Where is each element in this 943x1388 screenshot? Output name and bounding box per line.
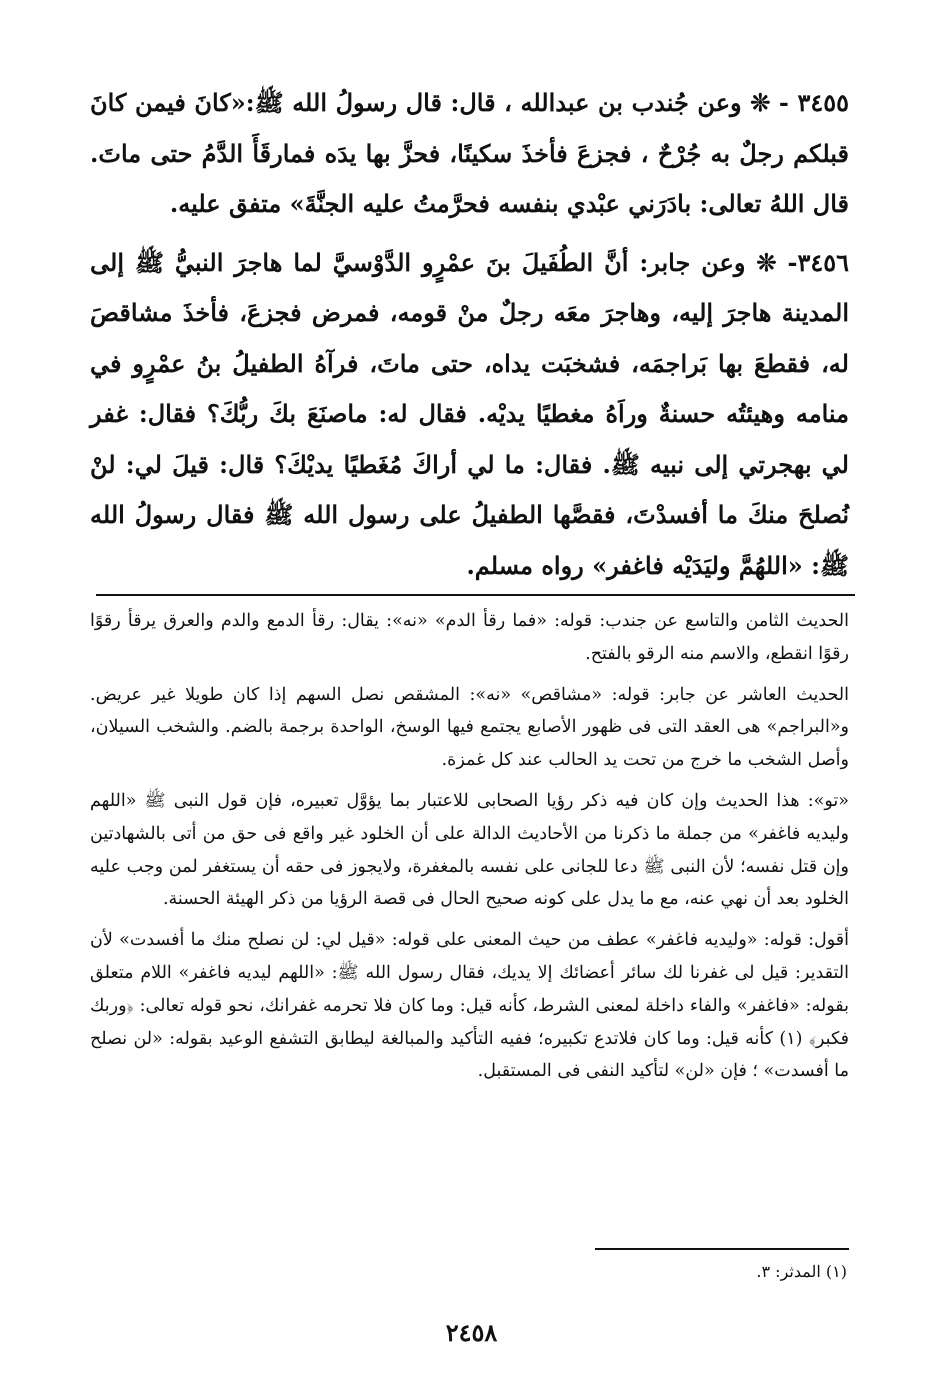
hadith-body: وعن جُندب بن عبدالله ، قال: قال رسولُ الله ﷺ:«كانَ فيمن كانَ قبلكم رجلٌ به جُرْحٌ ، فجزعَ فأخذَ سكينًا، فحزَّ بها يدَه فمارقَأَ الدَّمُ حتى ماتَ. قال اللهُ تعالى: بادَرَني عبْدي بنفسه فحرَّمتُ عليه الجنَّةَ» متفق عليه. bbox=[90, 88, 850, 218]
hadith-text-block bbox=[90, 78, 849, 599]
separator-rule bbox=[96, 594, 855, 596]
footnote: (١) المدثر: ٣. bbox=[756, 1262, 847, 1281]
commentary-block bbox=[90, 605, 849, 1096]
commentary-paragraph: «تو»: هذا الحديث وإن كان فيه ذكر رؤيا الصحابى للاعتبار بما يؤوَّل تعبيره، فإن قول النبى ﷺ «اللهم وليديه فاغفر» من جملة ما ذكرنا من الأحاديث الدالة على أن الخلود غير واقع فى حق من أتى بالشهادتين وإن قتل نفسه؛ لأن النبى ﷺ دعا للجانى على نفسه بالمغفرة، ولايجوز فى حقه أن يستغفر لمن وجب عليه الخلود بعد أن نهي عنه، مع ما يدل على كونه صحيح الحال فى قصة الرؤيا من ذكر الهيئة الحسنة. bbox=[90, 790, 849, 910]
hadith-number: ٣٤٥٦- ❊ bbox=[756, 247, 849, 277]
hadith-number: ٣٤٥٥ - ❊ bbox=[750, 88, 850, 117]
footnote-rule bbox=[595, 1248, 849, 1250]
hadith-3456 bbox=[90, 238, 849, 592]
commentary-paragraph: الحديث الثامن والتاسع عن جندب: قوله: «فما رقأ الدم» «نه»: يقال: رقأ الدمع والدم والعرق يرقأ رقوًا رقوًا انقطع، والاسم منه الرقو بالفتح. bbox=[90, 611, 849, 664]
page-number: ٢٤٥٨ bbox=[445, 1318, 498, 1347]
hadith-body: وعن جابر: أنَّ الطُفَيلَ بنَ عمْرٍو الدَّوْسيَّ لما هاجرَ النبيُّ ﷺ إلى المدينة هاجرَ إليه، وهاجرَ معَه رجلٌ منْ قومه، فمرض فجزعَ، فأخذَ مشاقصَ له، فقطعَ بها بَراجمَه، فشخبَت يداه، حتى ماتَ، فرآهُ الطفيلُ بنُ عمْرٍو في منامه وهيئتُه حسنةٌ وراَهُ مغطيًا يديْه. فقال له: ماصنَعَ بكَ ربُّكَ؟ فقال: غفر لي بهجرتي إلى نبيه ﷺ. فقال: ما لي أراكَ مُغَطيًا يديْكَ؟ قال: قيلَ لي: لنْ نُصلحَ منكَ ما أفسدْتَ، فقصَّها الطفيلُ على رسول الله ﷺ فقال رسولُ الله ﷺ: «اللهُمَّ وليَدَيْه فاغفر» رواه مسلم. bbox=[90, 247, 849, 580]
commentary-paragraph: الحديث العاشر عن جابر: قوله: «مشاقص» «نه»: المشقص نصل السهم إذا كان طويلا غير عريض. و«البراجم» هى العقد التى فى ظهور الأصابع يجتمع فيها الوسخ، الواحدة برجمة بالضم. والشخب السيلان، وأصل الشخب ما خرج من تحت يد الحالب عند كل غمزة. bbox=[90, 684, 849, 771]
hadith-3455 bbox=[90, 78, 849, 230]
commentary-paragraph: أقول: قوله: «وليديه فاغفر» عطف من حيث المعنى على قوله: «قيل لي: لن نصلح منك ما أفسدت» لأن التقدير: قيل لى غفرنا لك سائر أعضائك إلا يديك، فقال رسول الله ﷺ: «اللهم ليديه فاغفر» اللام متعلق بقوله: «فاغفر» والفاء داخلة لمعنى الشرط، كأنه قيل: وما كان فلا تحرمه غفرانك، نحو قوله تعالى: ﴿وربك فكبر﴾ (١) كأنه قيل: وما كان فلاتدع تكبيره؛ ففيه التأكيد والمبالغة ليطابق التشفع الوعيد بقوله: «لن نصلح ما أفسدت» ؛ فإن «لن» لتأكيد النفى فى المستقبل. bbox=[90, 930, 849, 1082]
